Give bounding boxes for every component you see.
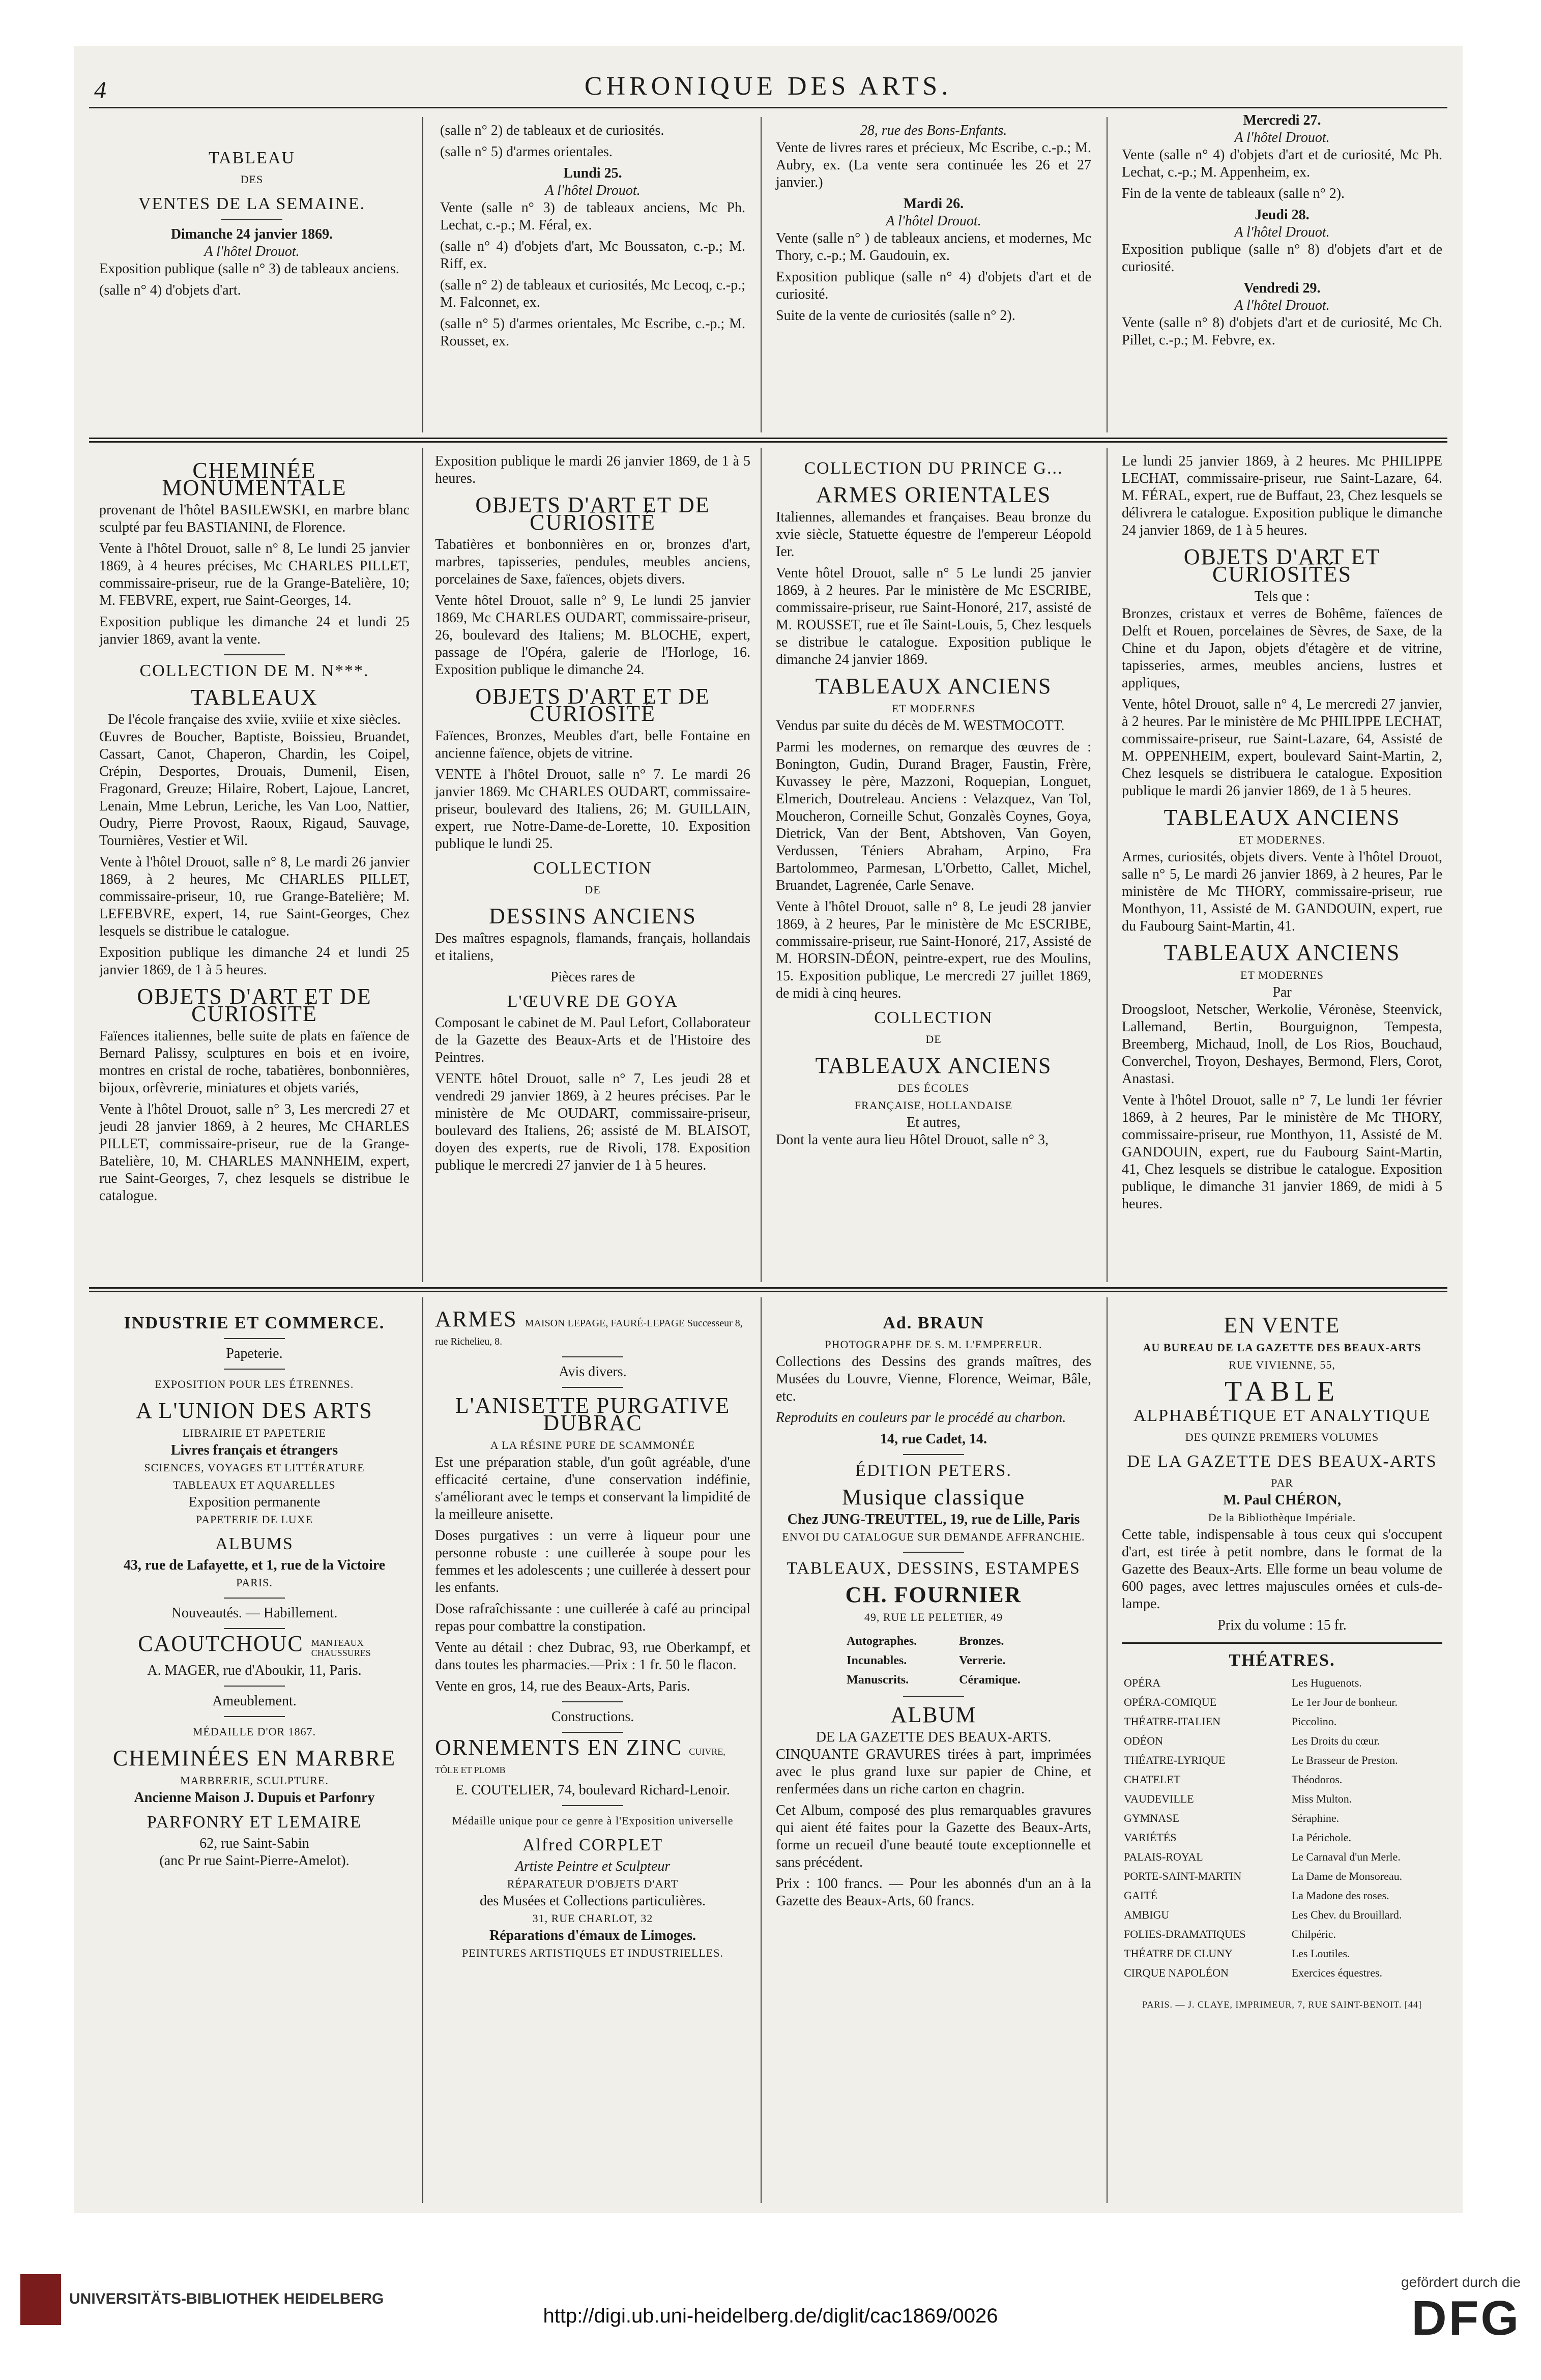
expo-perm: Exposition permanente [188, 1494, 321, 1510]
theatre-play: Chilpéric. [1291, 1928, 1336, 1940]
theatre-play: Le 1er Jour de bonheur. [1291, 1696, 1398, 1708]
divider [562, 1805, 623, 1806]
photographe-label: PHOTOGRAPHE DE S. M. L'EMPEREUR. [825, 1338, 1042, 1351]
drouot-heading: A l'hôtel Drouot. [1234, 130, 1330, 146]
tableaux-text: Œuvres de Boucher, Baptiste, Boissieu, Bruandet, Cassart, Canot, Chaperon, Chardin, les Coipel, Crépin, Desportes, Drouais, Dumenil, Eisen, Fragonard, Greuze; Hilaire, Robert, Lajoue, Lancret, Lenain, Mme Lebrun, Leriche, les Van Loo, Nattier, Oudry, Pierre Provost, Raoux, Rigaud, Sauvage, Tournières, Vestier et Wil. [99, 729, 410, 849]
theatre-row [1122, 1809, 1442, 1828]
fin-mercredi: Fin de la vente de tableaux (salle n° 2). [1122, 186, 1345, 201]
en-vente-title: EN VENTE [1224, 1313, 1341, 1338]
theatre-name: PALAIS-ROYAL [1124, 1850, 1203, 1863]
divider [562, 1356, 623, 1357]
objets2-vente: VENTE à l'hôtel Drouot, salle n° 7. Le mardi 26 janvier 1869. Mc CHARLES OUDART, commissaire-priseur, boulevard des Italiens, 26; M. GUILLAIN, expert, rue Notre-Dame-de-Lorette, 10. Exposition publique le lundi 25. [435, 767, 750, 852]
album-prix: Prix : 100 francs. — Pour les abonnés d'un an à la Gazette des Beaux-Arts, 60 francs. [776, 1876, 1091, 1909]
ceramique-item: Céramique. [959, 1673, 1021, 1687]
lepage-label: MAISON LEPAGE, FAURÉ-LEPAGE Successeur 8, rue Richelieu, 8. [435, 1318, 743, 1347]
objets-text: Bronzes, cristaux et verres de Bohême, faïences de Delft et Rouen, porcelaines de Sèvres, de Saxe, de la Chine et du Japon, objets d'étagère et de vitrine, tapisseries, armes, meubles anciens, lustres et appliques, [1122, 606, 1442, 691]
divider [903, 1696, 964, 1697]
theatre-name: CHATELET [1124, 1773, 1181, 1786]
sabin-address: 62, rue Saint-Sabin [199, 1835, 309, 1851]
ventes-col3 [776, 122, 1091, 329]
theatre-play: Séraphine. [1291, 1812, 1340, 1824]
cheminee-expo: Exposition publique les dimanche 24 et lundi 25 janvier 1869, avant la vente. [99, 614, 410, 647]
charlot-address: 31, RUE CHARLOT, 32 [532, 1912, 653, 1925]
ancienne-maison: Ancienne Maison J. Dupuis et Parfonry [134, 1789, 375, 1806]
ameublement-heading: Ameublement. [212, 1693, 297, 1709]
drouot-heading: A l'hôtel Drouot. [204, 244, 300, 259]
announcements-col3 [776, 453, 1091, 1153]
par-label: Par [1272, 984, 1292, 1000]
vente-lundi: Dont la vente aura lieu Hôtel Drouot, salle n° 3, [776, 1132, 1049, 1148]
sciences-heading: SCIENCES, VOYAGES ET LITTÉRATURE [144, 1461, 365, 1474]
theatre-row [1122, 1828, 1442, 1847]
lundi-heading: Lundi 25. [563, 165, 622, 181]
verrerie-item: Verrerie. [959, 1654, 1006, 1667]
theatre-name: GAITÉ [1124, 1889, 1157, 1902]
cheminee-text: provenant de l'hôtel BASILEWSKI, en marbre blanc sculpté par feu BASTIANINI, de Florence. [99, 502, 410, 535]
librairie-heading: LIBRAIRIE ET PAPETERIE [182, 1427, 327, 1439]
collection-heading: COLLECTION [533, 859, 652, 878]
doses-text: Doses purgatives : un verre à liqueur pour une personne robuste : une cuillerée à soupe pour les femmes et les adolescents ; une cuillerée à dessert pour les enfants. [435, 1528, 750, 1595]
divider [224, 1369, 285, 1370]
bibliotheque-label: De la Bibliothèque Impériale. [1208, 1511, 1356, 1524]
objets1-text: Tabatières et bonbonnières en or, bronzes d'art, marbres, tapisseries, pendules, meubles anciens, porcelaines de Saxe, faïences, objets divers. [435, 537, 750, 587]
albums-heading: ALBUMS [215, 1534, 294, 1553]
objets-vente: Vente, hôtel Drouot, salle n° 4, Le mercredi 27 janvier, à 2 heures. Par le ministère de Mc PHILIPPE LECHAT, commissaire-priseur, rue Saint-Lazare, 64, Assisté de M. OPPENHEIM, expert, boulevard Saint-Martin, 2, Chez lesquels se distribuera le catalogue. Exposition publique le mardi 26 janvier 1869, de 1 à 5 heures. [1122, 696, 1442, 799]
theatre-play: Les Droits du cœur. [1291, 1734, 1380, 1747]
theatre-name: AMBIGU [1124, 1908, 1170, 1921]
expo-tableaux: Exposition publique (salle n° 3) de tableaux anciens. [99, 261, 399, 277]
tableaux-deces: Vendus par suite du décès de M. WESTMOCOTT. [776, 718, 1065, 734]
nouveautes-heading: Nouveautés. — Habillement. [171, 1605, 338, 1621]
estampes-heading: TABLEAUX, DESSINS, ESTAMPES [787, 1559, 1081, 1578]
ventes-title2: DES [240, 173, 264, 186]
divider [224, 1716, 285, 1717]
expo-jeudi: Exposition publique (salle n° 8) d'objets d'art et de curiosité. [1122, 242, 1442, 275]
tableaux1-text: Armes, curiosités, objets divers. Vente à l'hôtel Drouot, salle n° 5, Le mardi 26 janvier 1869, à 2 heures, Par le ministère de Mc THORY, commissaire-priseur, rue Monthyon, 11, Assisté de M. GANDOUIN, expert, rue du Faubourg Saint-Martin, 41. [1122, 849, 1442, 934]
ventes-col4 [1122, 112, 1442, 353]
cadet-address: 14, rue Cadet, 14. [880, 1431, 987, 1447]
divider [1122, 1642, 1442, 1644]
theatre-play: Les Loutiles. [1291, 1947, 1350, 1960]
dfg-logo[interactable] [1401, 2274, 1521, 2346]
chaussures-label: CHAUSSURES [311, 1647, 371, 1658]
peintures-label: PEINTURES ARTISTIQUES ET INDUSTRIELLES. [462, 1947, 723, 1959]
announcements-col2 [435, 453, 750, 1178]
cheron-name: M. Paul CHÉRON, [1223, 1492, 1341, 1508]
par-label: PAR [1271, 1476, 1293, 1489]
collection-title: COLLECTION DE M. N***. [139, 661, 369, 680]
emaux-label: Réparations d'émaux de Limoges. [489, 1928, 696, 1943]
imprimeur-label: PARIS. — J. CLAYE, IMPRIMEUR, 7, RUE SAINT-BENOIT. [44] [1142, 1999, 1422, 2010]
theatre-name: CIRQUE NAPOLÉON [1124, 1966, 1229, 1979]
mercredi-heading: Mercredi 27. [1243, 112, 1321, 128]
caoutchouc-title: CAOUTCHOUC [138, 1631, 304, 1656]
goya-title: L'ŒUVRE DE GOYA [507, 992, 679, 1011]
volumes-label: DES QUINZE PREMIERS VOLUMES [1185, 1431, 1379, 1443]
papeterie-heading: Papeterie. [226, 1346, 283, 1361]
theatre-name: VARIÉTÉS [1124, 1831, 1177, 1844]
dessins-vente: VENTE hôtel Drouot, salle n° 7, Les jeudi 28 et vendredi 29 janvier 1869, à 2 heures précises. Par le ministère de Mc OUDART, commissaire-priseur, boulevard des Italiens, 26; assisté de M. BLAISOT, doyen des experts, rue de Rivoli, 178. Exposition publique le mercredi 27 janvier de 1 à 5 heures. [435, 1071, 750, 1173]
theatre-row [1122, 1770, 1442, 1789]
cinquante-text: CINQUANTE GRAVURES tirées à part, imprimées avec le plus grand luxe sur papier de Chine, et renfermées dans un riche carton en chagrin. [776, 1747, 1091, 1797]
prince-title: COLLECTION DU PRINCE G... [804, 459, 1063, 478]
resine-label: A LA RÉSINE PURE DE SCAMMONÉE [490, 1439, 695, 1452]
album-subtitle: DE LA GAZETTE DES BEAUX-ARTS. [816, 1729, 1052, 1745]
vente-lundi-4: (salle n° 5) d'armes orientales, Mc Escribe, c.-p.; M. Rousset, ex. [440, 316, 745, 349]
caoutchouc-row [99, 1631, 410, 1658]
divider [562, 1387, 623, 1388]
artiste-label: Artiste Peintre et Sculpteur [515, 1859, 671, 1874]
objets1-vente: Vente hôtel Drouot, salle n° 9, Le lundi 25 janvier 1869, Mc CHARLES OUDART, commissaire-priseur, 26, boulevard des Italiens; M. BLOCHE, expert, passage de l'Opéra, galerie de l'Horloge, 16. Exposition publique le dimanche 24. [435, 593, 750, 678]
divider [903, 1454, 964, 1455]
anisette-text: Est une préparation stable, d'un goût agréable, d'une efficacité certaine, d'une conservation indéfinie, s'améliorant avec le temps et conservant la limpidité de la meilleure anisette. [435, 1455, 750, 1522]
objets1-title: OBJETS D'ART ET DE CURIOSITÉ [475, 492, 710, 535]
tableaux-subtitle: De l'école française des xviie, xviiie et xixe siècles. [108, 712, 401, 728]
avis-heading: Avis divers. [559, 1364, 627, 1380]
newspaper-page [74, 46, 1463, 2213]
page-number: 4 [94, 77, 106, 104]
drouot-heading: A l'hôtel Drouot. [545, 183, 641, 198]
column-rule [761, 448, 762, 1282]
theatre-play: La Périchole. [1291, 1831, 1351, 1844]
column-rule [422, 448, 423, 1282]
vente-lundi-3: (salle n° 2) de tableaux et curiosités, Mc Lecoq, c.-p.; M. Falconnet, ex. [440, 277, 745, 310]
corplet-title: Alfred CORPLET [522, 1836, 663, 1854]
ornements-row [435, 1735, 750, 1779]
ventes-title3: VENTES DE LA SEMAINE. [138, 194, 366, 213]
column-rule [1107, 448, 1108, 1282]
envoi-label: ENVOI DU CATALOGUE SUR DEMANDE AFFRANCHIE. [782, 1530, 1085, 1543]
ventes-col1 [99, 142, 404, 303]
theatre-row [1122, 1847, 1442, 1867]
vente-lundi-1: Vente (salle n° 3) de tableaux anciens, Mc Ph. Lechat, c.-p.; M. Féral, ex. [440, 200, 745, 233]
tableaux-title: TABLEAUX [191, 685, 318, 710]
theatre-play: Exercices équestres. [1291, 1966, 1383, 1979]
ecoles-heading: DES ÉCOLES [897, 1082, 970, 1094]
tableaux2-text: Droogsloot, Netscher, Werkolie, Véronèse, Steenvick, Lallemand, Bertin, Bourguignon, Tempesta, Breemberg, Michaud, Inoll, de Los Rios, Bouchaud, Converchel, Troyon, Deshayes, Bermond, Flers, Corot, Anastasi. [1122, 1002, 1442, 1087]
ancien-address: (anc Pr rue Saint-Pierre-Amelot). [159, 1852, 350, 1869]
theatre-row [1122, 1886, 1442, 1905]
union-adresse: 43, rue de Lafayette, et 1, rue de la Victoire [123, 1557, 386, 1573]
gazette-label: DE LA GAZETTE DES BEAUX-ARTS [1127, 1452, 1437, 1471]
suite-mardi: Suite de la vente de curiosités (salle n° 2). [776, 308, 1015, 324]
jung-address: Chez JUNG-TREUTTEL, 19, rue de Lille, Paris [787, 1512, 1080, 1527]
armes-text: Italiennes, allemandes et françaises. Beau bronze du xvie siècle, Statuette équestre de l'empereur Léopold Ier. [776, 509, 1091, 560]
divider [224, 1338, 285, 1339]
collection-heading: COLLECTION [874, 1008, 993, 1027]
expo-mardi: Exposition publique (salle n° 4) d'objets d'art et de curiosité. [776, 269, 1091, 302]
theatre-row [1122, 1944, 1442, 1963]
ventes-col2 [440, 122, 745, 354]
vente-vendredi: Vente (salle n° 8) d'objets d'art et de curiosité, Mc Ch. Pillet, c.-p.; M. Febvre, ex. [1122, 315, 1442, 348]
tableaux1-subtitle: ET MODERNES. [1238, 833, 1326, 846]
salle-2-line: (salle n° 2) de tableaux et de curiosités. [440, 123, 664, 138]
medaille-label: MÉDAILLE D'OR 1867. [192, 1725, 316, 1738]
manuscrits-item: Manuscrits. [847, 1673, 909, 1687]
dessins-title: DESSINS ANCIENS [489, 904, 696, 928]
theatre-row [1122, 1905, 1442, 1925]
cheminee-vente: Vente à l'hôtel Drouot, salle n° 8, Le lundi 25 janvier 1869, à 4 heures précises, Mc CHARLES PILLET, commissaire-priseur, rue de la Grange-Batelière, 10; M. FEBVRE, expert, rue Saint-Georges, 14. [99, 541, 410, 608]
ads-col1 [99, 1308, 410, 1870]
table-prix: Prix du volume : 15 fr. [1217, 1617, 1347, 1633]
de-heading: DE [585, 883, 601, 896]
viewer-footer [0, 2213, 1541, 2380]
theatre-play: Le Brasseur de Preston. [1291, 1754, 1398, 1766]
musique-title: Musique classique [841, 1485, 1026, 1510]
ornements-title: ORNEMENTS EN ZINC [435, 1735, 683, 1760]
tableaux2-title: TABLEAUX ANCIENS [815, 1053, 1052, 1078]
theatre-row [1122, 1751, 1442, 1770]
theatre-row [1122, 1963, 1442, 1983]
reproduits-text: Reproduits en couleurs par le procédé au charbon. [776, 1410, 1066, 1426]
dimanche-heading: Dimanche 24 janvier 1869. [170, 226, 333, 242]
coutelier-address: E. COUTELIER, 74, boulevard Richard-Lenoir. [455, 1782, 730, 1798]
header-rule [89, 107, 1447, 108]
table-title: TABLE [1225, 1376, 1340, 1407]
theatre-row [1122, 1867, 1442, 1886]
alpha-subtitle: ALPHABÉTIQUE ET ANALYTIQUE [1133, 1406, 1431, 1425]
fournier-items [845, 1631, 1022, 1690]
de-heading: DE [925, 1033, 942, 1046]
fournier-title: CH. FOURNIER [845, 1582, 1022, 1607]
objets2-text: Faïences, Bronzes, Meubles d'art, belle Fontaine en ancienne faïence, objets de vitrine. [435, 728, 750, 761]
bureau-label: AU BUREAU DE LA GAZETTE DES BEAUX-ARTS [1143, 1341, 1421, 1354]
theatre-play: La Dame de Monsoreau. [1291, 1870, 1403, 1882]
announcements-col1 [99, 453, 410, 1209]
manteaux-label: MANTEAUX [311, 1637, 364, 1648]
salle-5-line: (salle n° 5) d'armes orientales. [440, 144, 613, 160]
drouot-heading: A l'hôtel Drouot. [1234, 298, 1330, 313]
reparateur-label: RÉPARATEUR D'OBJETS D'ART [507, 1877, 679, 1890]
album-title: ALBUM [890, 1702, 977, 1727]
tableaux-expo: Exposition publique les dimanche 24 et lundi 25 janvier 1869, de 1 à 5 heures. [99, 945, 410, 978]
anisette-title: L'ANISETTE PURGATIVE DUBRAC [455, 1393, 731, 1435]
ventes-title1: TABLEAU [209, 149, 295, 167]
industrie-heading: INDUSTRIE ET COMMERCE. [124, 1314, 385, 1332]
theatre-play: Les Huguenots. [1291, 1676, 1362, 1689]
theatre-name: FOLIES-DRAMATIQUES [1124, 1928, 1246, 1940]
pieces-label: Pièces rares de [550, 969, 635, 985]
theatre-name: THÉATRE DE CLUNY [1124, 1947, 1233, 1960]
theatre-play: Miss Multon. [1291, 1792, 1352, 1805]
theatre-name: VAUDEVILLE [1124, 1792, 1194, 1805]
divider [562, 1732, 623, 1733]
bronzes-item: Bronzes. [959, 1635, 1004, 1648]
announcements-col4 [1122, 453, 1442, 1217]
dose-rafr-text: Dose rafraîchissante : une cuillerée à café au principal repas pour combattre la constipation. [435, 1601, 750, 1634]
tableaux-anciens-title: TABLEAUX ANCIENS [815, 674, 1052, 699]
vente-livres: Vente de livres rares et précieux, Mc Escribe, c.-p.; M. Aubry, ex. (La vente sera continuée les 26 et 27 janvier.) [776, 140, 1091, 190]
vente-lundi-2: (salle n° 4) d'objets d'art, Mc Boussaton, c.-p.; M. Riff, ex. [440, 239, 745, 272]
ads-col3 [776, 1308, 1091, 1914]
tableaux-subtitle: ET MODERNES [892, 702, 975, 715]
theatre-play: Les Chev. du Brouillard. [1291, 1908, 1402, 1921]
section-rule [89, 438, 1447, 443]
theatre-play: Théodoros. [1291, 1773, 1343, 1786]
armes-title: ARMES ORIENTALES [816, 482, 1052, 507]
objets-title: OBJETS D'ART ET CURIOSITÉS [1183, 544, 1381, 587]
theatre-play: La Madone des roses. [1291, 1889, 1389, 1902]
page-header-title: CHRONIQUE DES ARTS. [584, 72, 952, 101]
divider [224, 1628, 285, 1629]
gefoerdert-label: gefördert durch die [1401, 2274, 1521, 2290]
edition-heading: ÉDITION PETERS. [855, 1461, 1012, 1480]
divider [224, 1686, 285, 1687]
cheminee-title: CHEMINÉE MONUMENTALE [162, 458, 347, 500]
ads-col4 [1122, 1308, 1442, 2013]
incunables-item: Incunables. [847, 1654, 907, 1667]
theatre-name: PORTE-SAINT-MARTIN [1124, 1870, 1242, 1882]
cuivre-label: CUIVRE, TÔLE ET PLOMB [435, 1747, 725, 1775]
column-rule [1107, 1297, 1108, 2203]
theatre-row [1122, 1673, 1442, 1693]
tableaux1-title: TABLEAUX ANCIENS [1164, 805, 1401, 830]
exposition-heading: EXPOSITION POUR LES ÉTRENNES. [155, 1378, 354, 1390]
vendredi-heading: Vendredi 29. [1243, 280, 1321, 296]
expo-top: Exposition publique le mardi 26 janvier 1869, de 1 à 5 heures. [435, 453, 750, 486]
theatre-name: OPÉRA [1124, 1676, 1161, 1689]
dessins-compose: Composant le cabinet de M. Paul Lefort, Collaborateur de la Gazette des Beaux-Arts et de l'Histoire des Peintres. [435, 1015, 750, 1065]
source-url-link[interactable]: http://digi.ub.uni-heidelberg.de/diglit/cac1869/0026 [543, 2305, 998, 2327]
divider [903, 1552, 964, 1553]
top-text: Le lundi 25 janvier 1869, à 2 heures. Mc PHILIPPE LECHAT, commissaire-priseur, rue Saint-Lazare, 64. M. FÉRAL, expert, rue de Buffaut, 23, Chez lesquels se délivrera le catalogue. Exposition publique le dimanche 24 janvier 1869, de 1 à 5 heures. [1122, 453, 1442, 538]
union-title: A L'UNION DES ARTS [136, 1398, 373, 1423]
column-rule [761, 117, 762, 432]
objets-title: OBJETS D'ART ET DE CURIOSITÉ [137, 984, 372, 1026]
divider [224, 654, 285, 655]
mager-address: A. MAGER, rue d'Aboukir, 11, Paris. [147, 1662, 362, 1678]
theatre-row [1122, 1693, 1442, 1712]
theatres-table [1122, 1673, 1442, 1983]
divider [221, 219, 282, 220]
theatre-row [1122, 1789, 1442, 1809]
cet-album-text: Cet Album, composé des plus remarquables gravures qui aient été faites pour la Gazette des Beaux-Arts, forme un recueil d'une beauté toute exceptionnelle et sans précédent. [776, 1803, 1091, 1870]
armes-heading: ARMES [435, 1307, 517, 1331]
library-name: UNIVERSITÄTS-BIBLIOTHEK HEIDELBERG [69, 2290, 384, 2307]
jeudi-heading: Jeudi 28. [1255, 207, 1310, 223]
column-rule [422, 117, 423, 432]
vivienne-address: RUE VIVIENNE, 55, [1229, 1358, 1335, 1371]
theatre-play: Le Carnaval d'un Merle. [1291, 1850, 1401, 1863]
papeterie-luxe: PAPETERIE DE LUXE [195, 1513, 313, 1526]
bons-enfants-heading: 28, rue des Bons-Enfants. [860, 123, 1007, 138]
theatre-name: THÉATRE-ITALIEN [1124, 1715, 1221, 1728]
theatre-name: ODÉON [1124, 1734, 1163, 1747]
theatre-play: Piccolino. [1291, 1715, 1337, 1728]
marbrerie-label: MARBRERIE, SCULPTURE. [180, 1774, 329, 1787]
armes-row [435, 1307, 750, 1350]
paris-label: PARIS. [236, 1576, 273, 1589]
armes-vente: Vente hôtel Drouot, salle n° 5 Le lundi 25 janvier 1869, à 2 heures. Par le ministère de Mc ESCRIBE, commissaire-priseur, rue Saint-Honoré, 217, assisté de M. ROUSSET, rue et île Saint-Louis, 5, Chez lesquels se distribue le catalogue. Exposition publique le dimanche 24 janvier 1869. [776, 565, 1091, 667]
theatres-title: THÉATRES. [1229, 1651, 1335, 1670]
tableaux2-vente: Vente à l'hôtel Drouot, salle n° 7, Le lundi 1er février 1869, à 2 heures, Par le ministère de Mc THORY, commissaire-priseur, rue Monthyon, 11, Assisté de M. GANDOUIN, expert, rue du Faubourg Saint-Martin, 41, Chez lesquels se distribue le catalogue. Exposition publique, le dimanche 31 janvier 1869, de midi à 5 heures. [1122, 1092, 1442, 1212]
objets2-title: OBJETS D'ART ET DE CURIOSITÉ [475, 684, 710, 726]
dessins-text: Des maîtres espagnols, flamands, français, hollandais et italiens, [435, 931, 750, 964]
tableaux-text: Parmi les modernes, on remarque des œuvres de : Bonington, Gudin, Durand Brager, Faustin, Frère, Kuvassey le père, Mazzoni, Roquepian, Longuet, Elmerich, Doutreleau. Anciens : Velazquez, Van Tol, Moucheron, Corneille Schut, Gonzalès Coynes, Goya, Dietrick, Van der Bent, Abtshoven, Van Goyen, Verdussen, Téniers Abraham, Arpino, Fra Bartolommeo, Parmesan, L'Orbetto, Callet, Michel, Bruandet, Lagrenée, Carle Senave. [776, 739, 1091, 893]
braun-title: Ad. BRAUN [883, 1314, 984, 1332]
collections-text: Collections des Dessins des grands maîtres, des Musées du Louvre, Vienne, Florence, Weimar, Bâle, etc. [776, 1354, 1091, 1404]
vente-mardi: Vente (salle n° ) de tableaux anciens, et modernes, Mc Thory, c.-p.; M. Gaudouin, ex. [776, 230, 1091, 264]
tableaux-vente: Vente à l'hôtel Drouot, salle n° 8, Le mardi 26 janvier 1869, à 2 heures, Mc CHARLES PILLET, commissaire-priseur, 10, rue Grange-Batelière; M. LEFEBVRE, expert, 14, rue Saint-Georges, Chez lesquels se distribue le catalogue. [99, 854, 410, 939]
ads-col2 [435, 1308, 750, 1962]
column-rule [761, 1297, 762, 2203]
cheminees-title: CHEMINÉES EN MARBRE [112, 1745, 396, 1771]
autographes-item: Autographes. [847, 1635, 917, 1648]
ecoles2-heading: FRANÇAISE, HOLLANDAISE [854, 1099, 1013, 1112]
theatres-list [1122, 1673, 1442, 1983]
gros-text: Vente en gros, 14, rue des Beaux-Arts, Paris. [435, 1678, 690, 1694]
theatre-name: THÉATRE-LYRIQUE [1124, 1754, 1226, 1766]
theatre-name: OPÉRA-COMIQUE [1124, 1696, 1217, 1708]
column-rule [1107, 117, 1108, 432]
vente-mercredi: Vente (salle n° 4) d'objets d'art et de curiosité, Mc Ph. Lechat, c.-p.; M. Appenheim, ex. [1122, 147, 1442, 180]
tableaux-vente: Vente à l'hôtel Drouot, salle n° 8, Le jeudi 28 janvier 1869, à 2 heures, Par le ministère de Mc ESCRIBE, commissaire-priseur, rue Saint-Honoré, 217, Assisté de M. HORSIN-DÉON, peintre-expert, rue des Moulins, 15. Exposition publique, Le mercredi 27 juillet 1869, de midi à cinq heures. [776, 899, 1091, 1001]
livres-heading: Livres français et étrangers [170, 1442, 338, 1458]
tableaux2-subtitle: ET MODERNES [1240, 969, 1324, 981]
drouot-heading: A l'hôtel Drouot. [886, 213, 981, 229]
parfonry-title: PARFONRY ET LEMAIRE [147, 1812, 362, 1832]
objets-vente: Vente à l'hôtel Drouot, salle n° 3, Les mercredi 27 et jeudi 28 janvier 1869, à 2 heures, Mc CHARLES PILLET, commissaire-priseur, rue de la Grange-Batelière, 10, M. CHARLES MANNHEIM, expert, rue Saint-Georges, 7, chez lesquels se distribue le catalogue. [99, 1101, 410, 1204]
medaille-label: Médaille unique pour ce genre à l'Exposition universelle [452, 1814, 734, 1827]
divider [224, 1598, 285, 1599]
theatre-name: GYMNASE [1124, 1812, 1179, 1824]
dfg-name: DFG [1411, 2291, 1521, 2345]
musees-label: des Musées et Collections particulières. [480, 1893, 706, 1909]
tableaux-heading: TABLEAUX ET AQUARELLES [173, 1478, 336, 1491]
expo-objets: (salle n° 4) d'objets d'art. [99, 282, 241, 298]
column-rule [422, 1297, 423, 2203]
objets-text: Faïences italiennes, belle suite de plats en faïence de Bernard Palissy, sculptures en bois et en ivoire, montres en cristal de roche, tabatières, bonbonnières, bijoux, orfèvrerie, miniatures et objets variés, [99, 1028, 410, 1096]
theatre-row [1122, 1731, 1442, 1751]
vente-text: Vente au détail : chez Dubrac, 93, rue Oberkampf, et dans toutes les pharmacies.—Prix : 1 fr. 50 le flacon. [435, 1640, 750, 1673]
autres-label: Et autres, [907, 1115, 961, 1130]
drouot-heading: A l'hôtel Drouot. [1234, 224, 1330, 240]
cette-table-text: Cette table, indispensable à tous ceux qui s'occupent d'art, est tirée à petit nombre, dans le format de la Gazette des Beaux-Arts. Elle forme un beau volume de 600 pages, avec lettres majuscules ornées et culs-de-lampe. [1122, 1527, 1442, 1612]
divider [562, 1701, 623, 1702]
tels-label: Tels que : [1254, 589, 1310, 604]
tableaux2-title: TABLEAUX ANCIENS [1164, 940, 1401, 965]
theatre-row [1122, 1925, 1442, 1944]
caoutchouc-types [311, 1638, 371, 1658]
section-rule [89, 1287, 1447, 1292]
peletier-address: 49, RUE LE PELETIER, 49 [864, 1611, 1003, 1623]
theatre-row [1122, 1712, 1442, 1731]
mardi-heading: Mardi 26. [903, 196, 964, 212]
constructions-heading: Constructions. [551, 1709, 634, 1725]
